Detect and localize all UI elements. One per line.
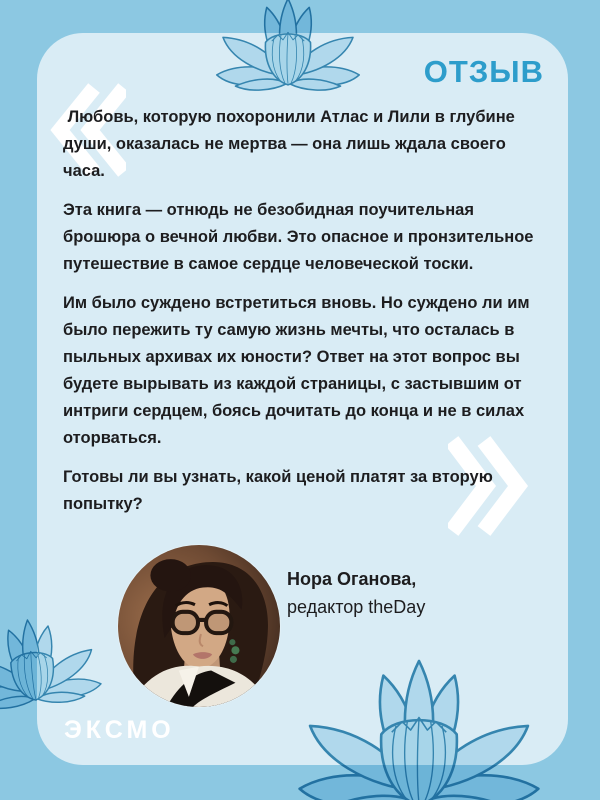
review-paragraph: Эта книга — отнюдь не безобидная поучительная брошюра о вечной любви. Это опасное и пронзительное путешествие в самое сердце человеческой тоски. [63,201,539,273]
review-paragraph: Любовь, которую похоронили Атлас и Лили в глубине души, оказалась не мертва — она лишь ждала своего часа. [63,108,520,180]
page-title: ОТЗЫВ [423,54,544,89]
reviewer-role: редактор theDay [287,597,426,617]
review-paragraph: Им было суждено встретиться вновь. Но суждено ли им было пережить ту самую жизнь мечты, что осталась в пыльных архивах их юности? Ответ на этот вопрос вы будете вырывать из каждой страницы, с застывшим от интриги сердцем, боясь дочитать до конца и не в силах оторваться. [63,294,535,447]
lotus-flower-bottom-right-icon [293,640,545,800]
reviewer-avatar [118,545,280,707]
reviewer-meta [287,565,425,621]
review-paragraph: Готовы ли вы узнать, какой ценой платят за вторую попытку? [63,468,498,513]
reviewer-name: Нора Оганова, [287,569,417,589]
publisher-logo: ЭКСМО [64,716,175,744]
review-text-block [63,104,549,530]
lotus-flower-top-icon [213,0,363,105]
lotus-flower-bottom-left-icon [0,601,107,726]
